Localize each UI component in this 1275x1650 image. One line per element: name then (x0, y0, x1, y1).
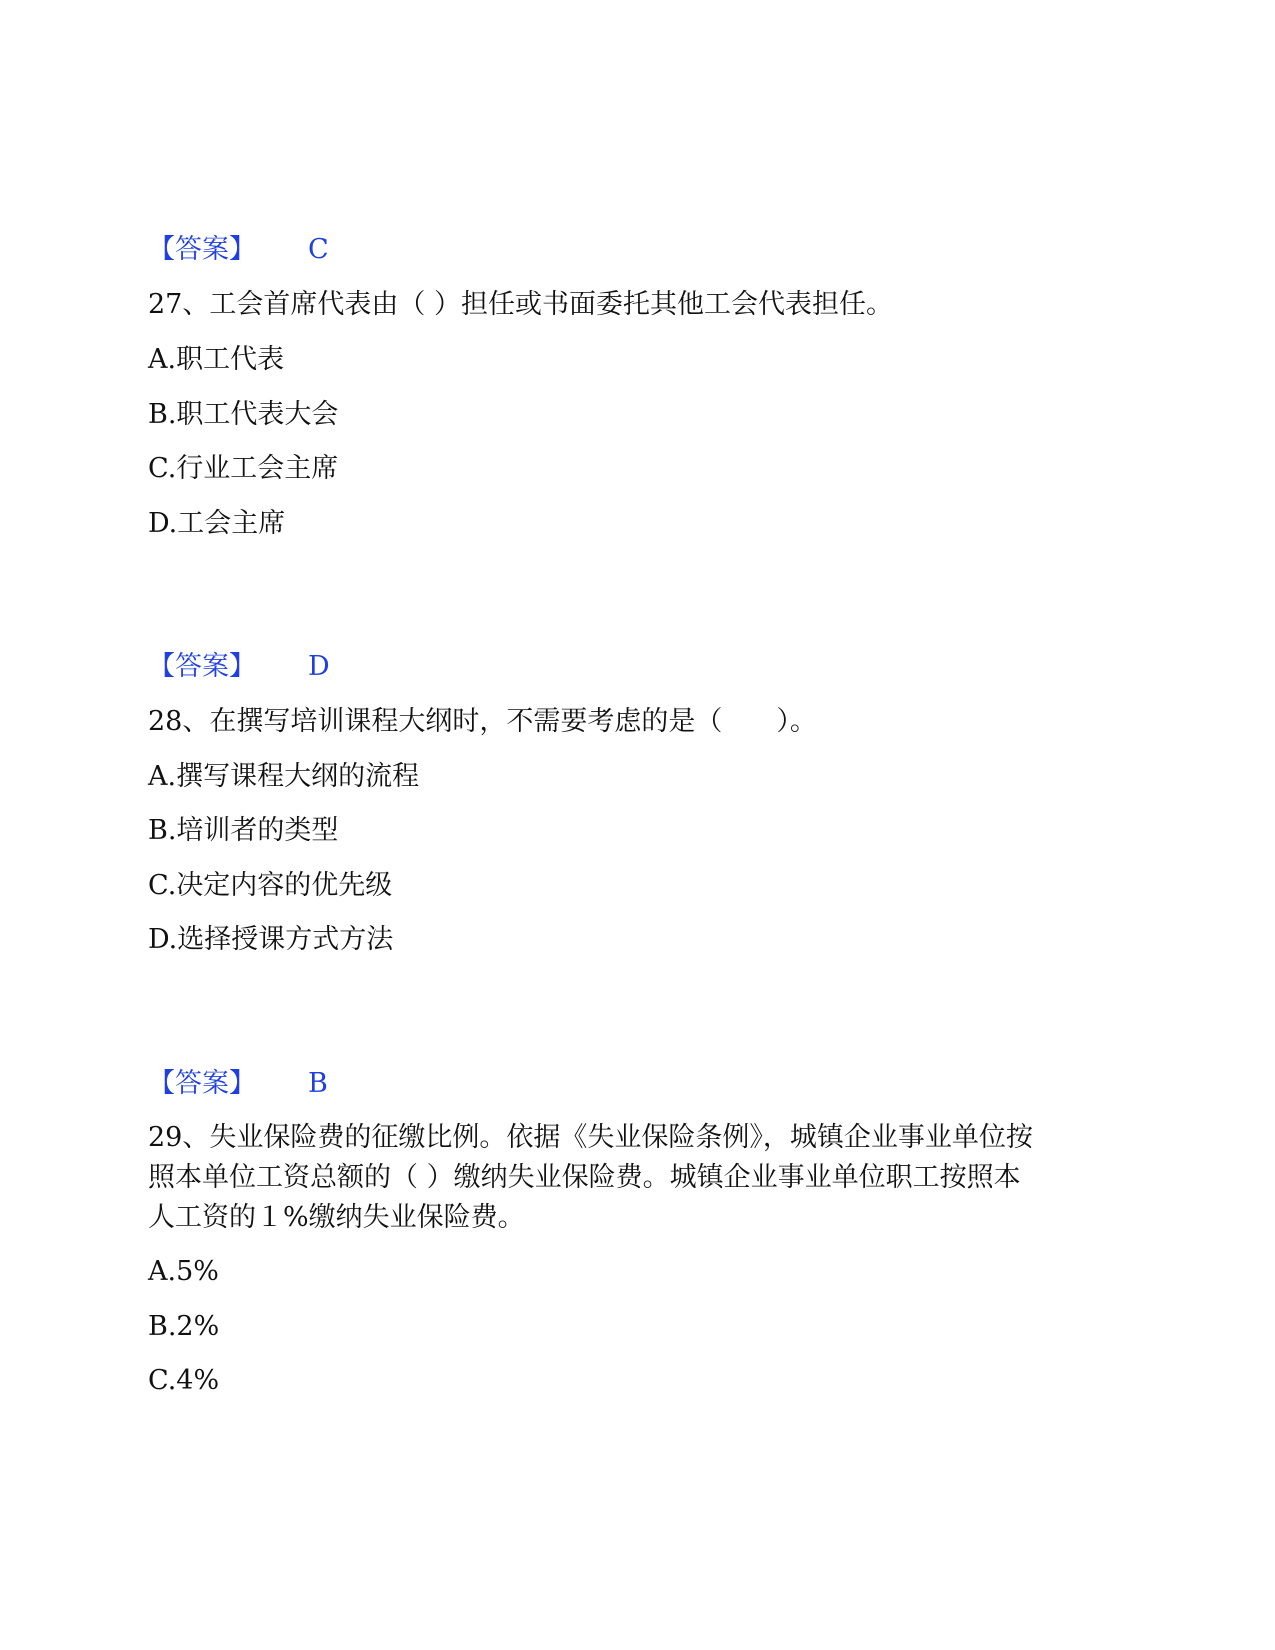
option-b: B.培训者的类型 (148, 815, 339, 846)
question-text: 28、在撰写培训课程大纲时，不需要考虑的是（ ）。 (148, 706, 817, 737)
option-b: B.职工代表大会 (148, 399, 339, 430)
answer-line (148, 230, 329, 270)
option-c: C.4% (148, 1365, 220, 1396)
option-d: D.工会主席 (148, 508, 286, 539)
option-c: C.行业工会主席 (148, 453, 339, 484)
question-text: 27、工会首席代表由（ ）担任或书面委托其他工会代表担任。 (148, 289, 893, 320)
answer-value: B (308, 1068, 328, 1099)
question-text-line-3: 人工资的１%缴纳失业保险费。 (148, 1202, 525, 1233)
option-a: A.职工代表 (148, 344, 285, 375)
answer-line (148, 647, 330, 687)
answer-line (148, 1064, 328, 1104)
option-d: D.选择授课方式方法 (148, 924, 394, 955)
question-text-line-2: 照本单位工资总额的（ ）缴纳失业保险费。城镇企业事业单位职工按照本 (148, 1162, 1021, 1193)
answer-label: 【答案】 (148, 234, 256, 265)
answer-label: 【答案】 (148, 651, 256, 682)
question-text-line-1: 29、失业保险费的征缴比例。依据《失业保险条例》，城镇企业事业单位按 (148, 1122, 1033, 1153)
option-b: B.2% (148, 1311, 220, 1342)
option-c: C.决定内容的优先级 (148, 870, 393, 901)
answer-value: D (308, 651, 330, 682)
option-a: A.撰写课程大纲的流程 (148, 761, 420, 792)
answer-label: 【答案】 (148, 1068, 256, 1099)
answer-value: C (308, 234, 329, 265)
option-a: A.5% (148, 1256, 219, 1287)
